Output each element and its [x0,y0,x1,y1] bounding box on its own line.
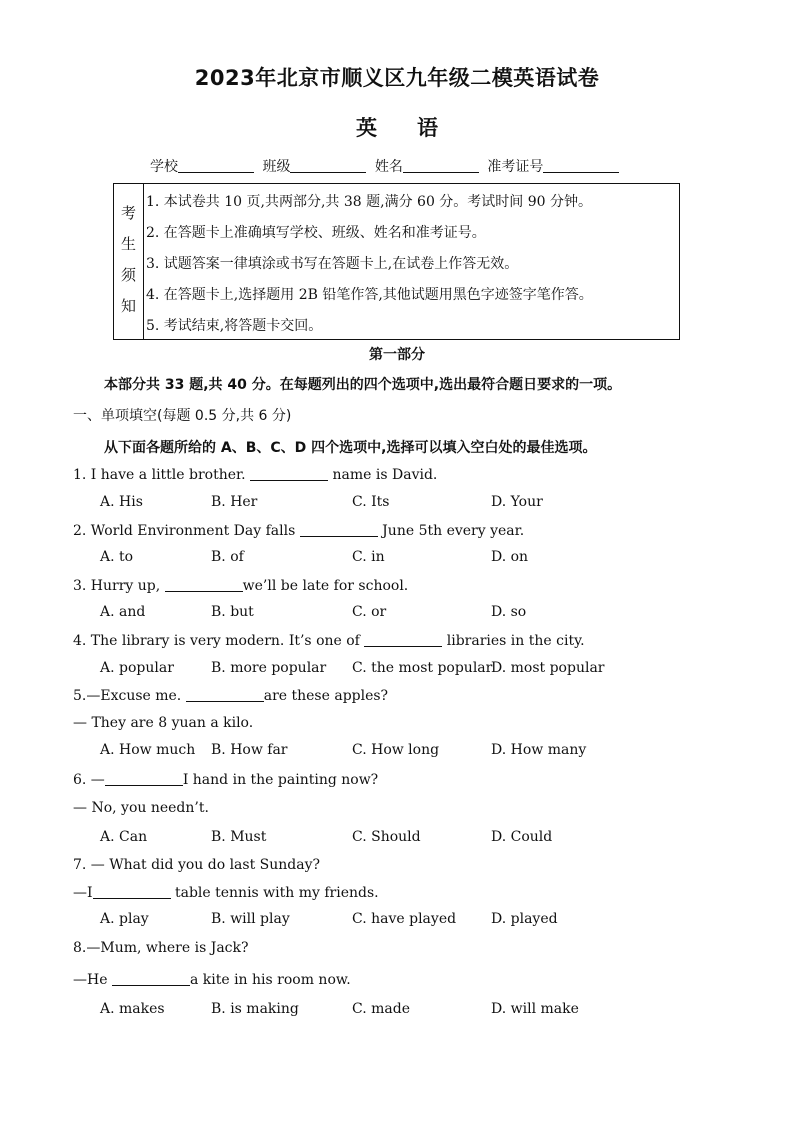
option-a: A. to [100,549,134,565]
option-b: B. will play [211,911,290,927]
exam-notice-box [113,183,680,340]
option-d: D. played [491,911,558,927]
option-b: B. is making [211,1001,299,1017]
option-d: D. will make [491,1001,579,1017]
question-line [73,632,585,649]
notice-char: 生 [120,235,136,253]
notice-char: 考 [120,204,136,222]
question-line [73,884,379,901]
option-c: C. the most popular [352,660,493,676]
option-d: D. Your [491,494,543,510]
field-school-blank [178,158,254,173]
option-d: D. Could [491,829,553,845]
question-text: —I [73,885,93,901]
question-line [73,857,320,873]
notice-rule: 4. 在答题卡上,选择题用 2B 铅笔作答,其他试题用黑色字迹签字笔作答。 [146,287,593,303]
section-instruction: 从下面各题所给的 A、B、C、D 四个选项中,选择可以填入空白处的最佳选项。 [104,440,597,456]
answer-blank [165,577,243,592]
notice-rule: 3. 试题答案一律填涂或书写在答题卡上,在试卷上作答无效。 [146,256,519,272]
field-class-label: 班级 [262,159,291,175]
answer-blank [93,884,171,899]
notice-rule: 2. 在答题卡上准确填写学校、班级、姓名和准考证号。 [146,225,486,241]
subject-heading [0,112,794,142]
student-info-line [150,156,623,176]
question-text: a kite in his room now. [189,972,351,988]
question-text: libraries in the city. [442,633,585,649]
option-d: D. on [491,549,529,565]
notice-side-label [114,184,144,339]
field-id-blank [543,158,619,173]
question-line [73,971,351,988]
subject-char-2: 语 [417,116,438,140]
part-description: 本部分共 33 题,共 40 分。在每题列出的四个选项中,选出最符合题日要求的一项。 [104,377,622,393]
option-a: A. and [100,604,146,620]
section-title: 一、单项填空(每题 0.5 分,共 6 分) [73,408,292,424]
question-text: name is David. [328,467,438,483]
option-b: B. but [211,604,254,620]
question-text: 6. — [73,772,105,788]
option-c: C. have played [352,911,457,927]
option-c: C. Should [352,829,421,845]
option-d: D. most popular [491,660,605,676]
option-c: C. in [352,549,385,565]
question-text: 1. I have a little brother. [73,467,251,483]
question-text: table tennis with my friends. [170,885,379,901]
option-b: B. of [211,549,244,565]
question-text: 5.—Excuse me. [73,688,186,704]
field-name-label: 姓名 [374,159,403,175]
option-d: D. How many [491,742,587,758]
answer-blank [364,632,442,647]
option-c: C. Its [352,494,390,510]
question-line [73,466,437,483]
subject-char-1: 英 [356,116,377,140]
question-text: 4. The library is very modern. It’s one of [73,633,365,649]
field-id-label: 准考证号 [487,159,544,175]
option-c: C. How long [352,742,440,758]
option-a: A. His [100,494,143,510]
option-c: C. or [352,604,387,620]
option-b: B. Her [211,494,258,510]
question-line [73,771,378,788]
question-line [73,715,253,731]
question-line [73,940,249,956]
field-school-label: 学校 [150,159,178,175]
question-text: we’ll be late for school. [242,578,409,594]
notice-char: 知 [120,297,136,315]
option-b: B. more popular [211,660,327,676]
question-text: — They are 8 yuan a kilo. [73,715,254,731]
question-line [73,800,209,816]
notice-rule: 5. 考试结束,将答题卡交回。 [146,318,323,334]
answer-blank [112,971,190,986]
answer-blank [300,522,378,537]
part-title: 第一部分 [369,347,425,363]
option-a: A. makes [100,1001,165,1017]
option-a: A. popular [100,660,174,676]
answer-blank [105,771,183,786]
notice-char: 须 [120,266,136,284]
answer-blank [186,687,264,702]
notice-rules [144,184,679,339]
notice-rule: 1. 本试卷共 10 页,共两部分,共 38 题,满分 60 分。考试时间 90 分钟。 [146,194,593,210]
exam-title: 2023年北京市顺义区九年级二模英语试卷 [194,66,600,90]
question-text: —He [73,972,112,988]
question-text: I hand in the painting now? [182,772,379,788]
option-d: D. so [491,604,527,620]
option-b: B. Must [211,829,267,845]
question-text: 7. — What did you do last Sunday? [73,857,321,873]
question-text: — No, you needn’t. [73,800,209,816]
option-b: B. How far [211,742,288,758]
question-line [73,522,524,539]
field-class-blank [290,158,366,173]
field-name-blank [403,158,479,173]
answer-blank [250,466,328,481]
question-text: 8.—Mum, where is Jack? [73,940,249,956]
option-c: C. made [352,1001,410,1017]
question-line [73,687,388,704]
question-text: 3. Hurry up, [73,578,165,594]
option-a: A. Can [100,829,148,845]
question-text: are these apples? [263,688,389,704]
option-a: A. play [100,911,149,927]
question-text: June 5th every year. [377,523,525,539]
question-line [73,577,408,594]
question-text: 2. World Environment Day falls [73,523,300,539]
option-a: A. How much [100,742,196,758]
